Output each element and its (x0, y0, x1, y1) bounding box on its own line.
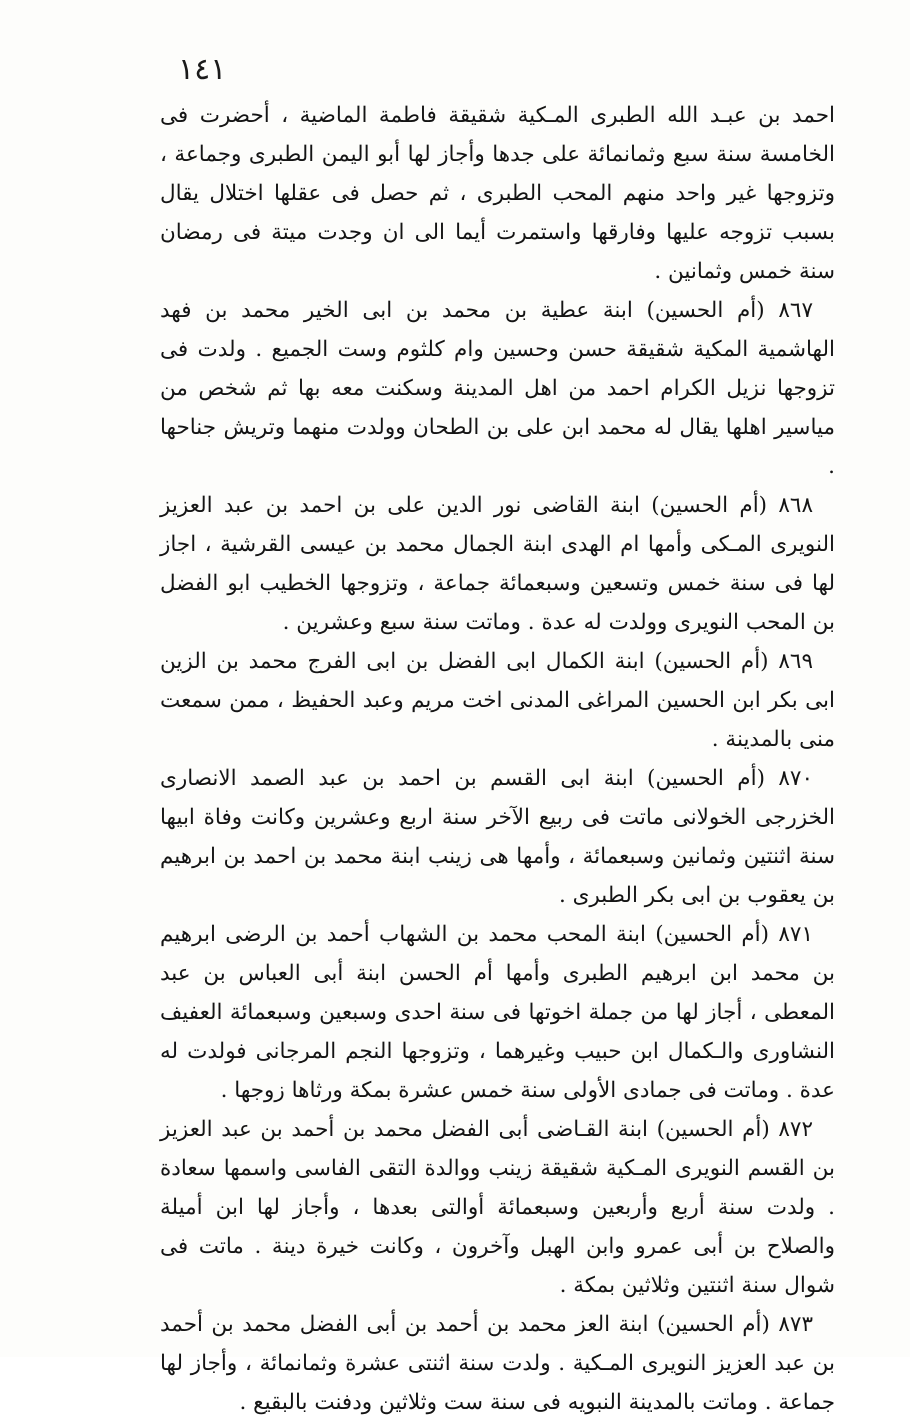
entry-871: ٨٧١ (أم الحسين) ابنة المحب محمد بن الشهاب أحمد بن الرضى ابرهيم بن محمد ابن ابرهيم الطبرى وأمها أم الحسن ابنة أبى العباس بن عبد المعطى ، أجاز لها من جملة اخوتها فى سنة احدى وسبعين وسبعمائة العفيف النشاورى والـكمال ابن حبيب وغيرهما ، وتزوجها النجم المرجانى فولدت له عدة . وماتت فى جمادى الأولى سنة خمس عشرة بمكة ورثاها زوجها . (160, 922, 835, 1103)
entry-872: ٨٧٢ (أم الحسين) ابنة القـاضى أبى الفضل محمد بن أحمد بن عبد العزيز بن القسم النويرى المـكية شقيقة زينب ووالدة التقى الفاسى واسمها سعادة . ولدت سنة أربع وأربعين وسبعمائة أوالتى بعدها ، وأجاز لها ابن أميلة والصلاح بن أبى عمرو وابن الهبل وآخرون ، وكانت خيرة دينة . ماتت فى شوال سنة اثنتين وثلاثين بمكة . (160, 1117, 835, 1298)
entry-867: ٨٦٧ (أم الحسين) ابنة عطية بن محمد بن ابى الخير محمد بن فهد الهاشمية المكية شقيقة حسن وحسين وام كلثوم وست الجميع . ولدت فى تزوجها نزيل الكرام احمد من اهل المدينة وسكنت معه بها ثم شخص من مياسير اهلها يقال له محمد ابن على بن الطحان وولدت منهما وتريش جناحها . (160, 298, 835, 479)
page-body-text (160, 96, 835, 1422)
entry-868: ٨٦٨ (أم الحسين) ابنة القاضى نور الدين على بن احمد بن عبد العزيز النويرى المـكى وأمها ام الهدى ابنة الجمال محمد بن عيسى القرشية ، اجاز لها فى سنة خمس وتسعين وسبعمائة جماعة ، وتزوجها الخطيب ابو الفضل بن المحب النويرى وولدت له عدة . وماتت سنة سبع وعشرين . (160, 493, 835, 635)
paragraph-continuation: احمد بن عبـد الله الطبرى المـكية شقيقة فاطمة الماضية ، أحضرت فى الخامسة سنة سبع وثمانمائة على جدها وأجاز لها أبو اليمن الطبرى وجماعة ، وتزوجها غير واحد منهم المحب الطبرى ، ثم حصل فى عقلها اختلال يقال بسبب تزوجه عليها وفارقها واستمرت أيما الى ان وجدت ميتة فى رمضان سنة خمس وثمانين . (160, 103, 835, 284)
entry-870: ٨٧٠ (أم الحسين) ابنة ابى القسم بن احمد بن عبد الصمد الانصارى الخزرجى الخولانى ماتت فى ربيع الآخر سنة اربع وعشرين وكانت وفاة ابيها سنة اثنتين وثمانين وسبعمائة ، وأمها هى زينب ابنة محمد بن احمد بن ابرهيم بن يعقوب بن ابى بكر الطبرى . (160, 766, 835, 908)
entry-869: ٨٦٩ (أم الحسين) ابنة الكمال ابى الفضل بن ابى الفرج محمد بن الزين ابى بكر ابن الحسين المراغى المدنى اخت مريم وعبد الحفيظ ، ممن سمعت منى بالمدينة . (160, 649, 835, 752)
entry-873: ٨٧٣ (أم الحسين) ابنة العز محمد بن أحمد بن أبى الفضل محمد بن أحمد بن عبد العزيز النويرى المـكية . ولدت سنة اثنتى عشرة وثمانمائة ، وأجاز لها جماعة . وماتت بالمدينة النبويه فى سنة ست وثلاثين ودفنت بالبقيع . (160, 1312, 835, 1415)
page-number: ١٤١ (178, 52, 227, 87)
